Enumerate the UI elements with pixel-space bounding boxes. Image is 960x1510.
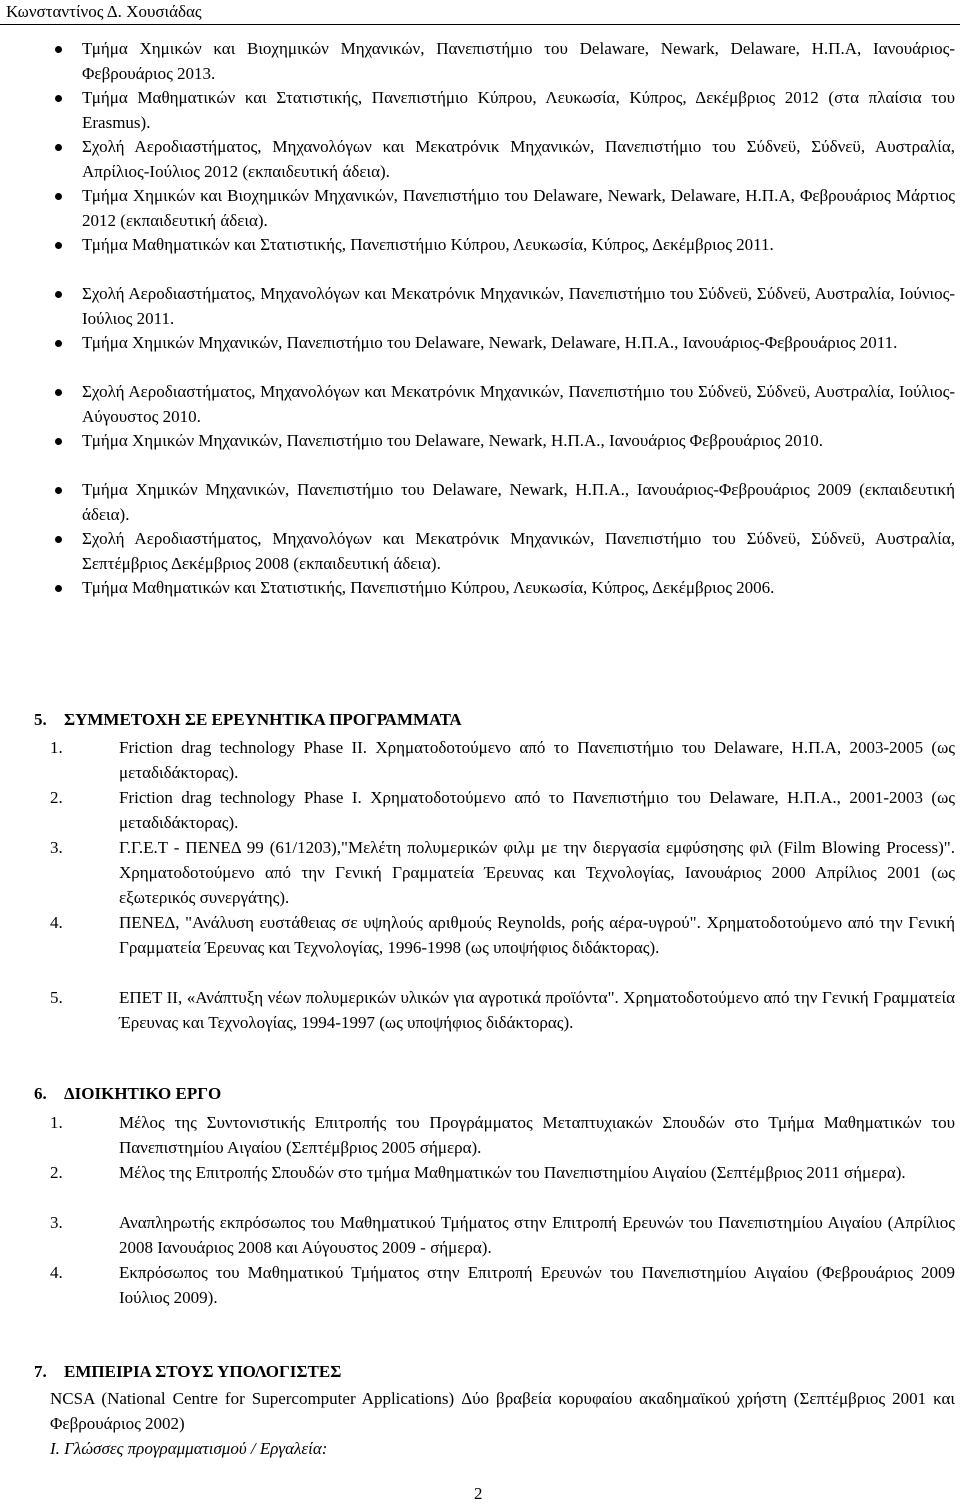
list-item (50, 1110, 955, 1160)
page-header (0, 0, 960, 25)
item-number: 3. (50, 1213, 63, 1232)
item-number: 4. (50, 913, 63, 932)
item-number: 2. (50, 1163, 63, 1182)
item-text: Friction drag technology Phase II. Χρηματοδοτούμενο από το Πανεπιστήμιο του Delaware, Η.Π.Α, 2003-2005 (ως μεταδιδάκτορας). (119, 738, 955, 782)
list-item (50, 785, 955, 835)
list-item: Τμήμα Χημικών Μηχανικών, Πανεπιστήμιο του Delaware, Newark, Η.Π.Α., Ιανουάριος-Φεβρουάριος 2009 (εκπαιδευτική άδεια). (82, 478, 955, 527)
list-item: Σχολή Αεροδιαστήματος, Μηχανολόγων και Μεκατρόνικ Μηχανικών, Πανεπιστήμιο του Σύδνεϋ, Σύδνεϋ, Αυστραλία, Ιούνιος-Ιούλιος 2011. (82, 282, 955, 331)
list-item: Τμήμα Χημικών Μηχανικών, Πανεπιστήμιο του Delaware, Newark, Η.Π.Α., Ιανουάριος Φεβρουάριος 2010. (82, 429, 955, 478)
list-item (50, 1160, 955, 1210)
list-item (50, 985, 955, 1035)
item-number: 2. (50, 788, 63, 807)
item-number: 3. (50, 838, 63, 857)
item-text: Μέλος της Συντονιστικής Επιτροπής του Προγράμματος Μεταπτυχιακών Σπουδών στο Τμήμα Μαθηματικών του Πανεπιστημίου Αιγαίου (Σεπτέμβριος 2005 σήμερα). (119, 1113, 955, 1157)
item-text: Μέλος της Επιτροπής Σπουδών στο τμήμα Μαθηματικών του Πανεπιστημίου Αιγαίου (Σεπτέμβριος 2011 σήμερα). (119, 1163, 906, 1182)
section-5-heading (34, 710, 462, 730)
section-title: ΣΥΜΜΕΤΟΧΗ ΣΕ ΕΡΕΥΝΗΤΙΚΑ ΠΡΟΓΡΑΜΜΑΤΑ (64, 710, 462, 729)
item-number: 5. (50, 988, 63, 1007)
section-7-heading (34, 1362, 341, 1382)
list-item: Σχολή Αεροδιαστήματος, Μηχανολόγων και Μεκατρόνικ Μηχανικών, Πανεπιστήμιο του Σύδνεϋ, Σύδνεϋ, Αυστραλία, Απρίλιος-Ιούλιος 2012 (εκπαιδευτική άδεια). (82, 135, 955, 184)
section-title: ΔΙΟΙΚΗΤΙΚΟ ΕΡΓΟ (64, 1084, 222, 1103)
page-number: 2 (474, 1484, 483, 1503)
list-item: Σχολή Αεροδιαστήματος, Μηχανολόγων και Μεκατρόνικ Μηχανικών, Πανεπιστήμιο του Σύδνεϋ, Σύδνεϋ, Αυστραλία, Ιούλιος-Αύγουστος 2010. (82, 380, 955, 429)
section-7-paragraph: NCSA (National Centre for Supercomputer Applications) Δύο βραβεία κορυφαίου ακαδημαϊκού χρήστη (Σεπτέμβριος 2001 και Φεβρουάριος 2002) (50, 1389, 955, 1433)
list-item (50, 735, 955, 785)
list-item (50, 1210, 955, 1260)
section-6-list (0, 1110, 960, 1310)
item-number: 4. (50, 1263, 63, 1282)
list-item: Τμήμα Μαθηματικών και Στατιστικής, Πανεπιστήμιο Κύπρου, Λευκωσία, Κύπρος, Δεκέμβριος 2006. (82, 576, 955, 625)
list-item: Τμήμα Χημικών και Βιοχημικών Μηχανικών, Πανεπιστήμιο του Delaware, Newark, Delaware, Η.Π.Α, Ιανουάριος-Φεβρουάριος 2013. (82, 37, 955, 86)
section-6-heading (34, 1084, 221, 1104)
item-text: Γ.Γ.Ε.Τ - ΠΕΝΕΔ 99 (61/1203),"Μελέτη πολυμερικών φιλμ με την διεργασία εμφύσησης φιλ (Film Blowing Process)". Χρηματοδοτούμενο από την Γενική Γραμματεία Έρευνας και Τεχνολογίας, Ιανουάριος 2000 Απρίλιος 2001 (ως εξωτερικός συνεργάτης). (119, 838, 955, 907)
section-number: 6. (34, 1084, 47, 1103)
list-item: Τμήμα Χημικών και Βιοχημικών Μηχανικών, Πανεπιστήμιο του Delaware, Newark, Delaware, Η.Π.Α, Φεβρουάριος Μάρτιος 2012 (εκπαιδευτική άδεια). (82, 184, 955, 233)
section-number: 5. (34, 710, 47, 729)
section-7-subheading: Ι. Γλώσσες προγραμματισμού / Εργαλεία: (50, 1439, 328, 1458)
list-item: Σχολή Αεροδιαστήματος, Μηχανολόγων και Μεκατρόνικ Μηχανικών, Πανεπιστήμιο του Σύδνεϋ, Σύδνεϋ, Αυστραλία, Σεπτέμβριος Δεκέμβριος 2008 (εκπαιδευτική άδεια). (82, 527, 955, 576)
list-item (50, 1260, 955, 1310)
item-text: Αναπληρωτής εκπρόσωπος του Μαθηματικού Τμήματος στην Επιτροπή Ερευνών του Πανεπιστημίου Αιγαίου (Απρίλιος 2008 Ιανουάριος 2008 και Αύγουστος 2009 - σήμερα). (119, 1213, 955, 1257)
item-number: 1. (50, 738, 63, 757)
list-item: Τμήμα Μαθηματικών και Στατιστικής, Πανεπιστήμιο Κύπρου, Λευκωσία, Κύπρος, Δεκέμβριος 2011. (82, 233, 955, 282)
item-text: ΠΕΝΕΔ, "Ανάλυση ευστάθειας σε υψηλούς αριθμούς Reynolds, ροής αέρα-υγρού". Χρηματοδοτούμενο από την Γενική Γραμματεία Έρευνας και Τεχνολογίας, 1996-1998 (ως υποψήφιος διδάκτορας). (119, 913, 955, 957)
item-text: ΕΠΕΤ ΙΙ, «Ανάπτυξη νέων πολυμερικών υλικών για αγροτικά προϊόντα". Χρηματοδοτούμενο από την Γενική Γραμματεία Έρευνας και Τεχνολογίας, 1994-1997 (ως υποψήφιος διδάκτορας). (119, 988, 955, 1032)
list-item: Τμήμα Μαθηματικών και Στατιστικής, Πανεπιστήμιο Κύπρου, Λευκωσία, Κύπρος, Δεκέμβριος 2012 (στα πλαίσια του Erasmus). (82, 86, 955, 135)
item-text: Εκπρόσωπος του Μαθηματικού Τμήματος στην Επιτροπή Ερευνών του Πανεπιστημίου Αιγαίου (Φεβρουάριος 2009 Ιούλιος 2009). (119, 1263, 955, 1307)
section-number: 7. (34, 1362, 47, 1381)
list-item (50, 835, 955, 910)
list-item (50, 910, 955, 985)
item-number: 1. (50, 1113, 63, 1132)
visits-list (0, 37, 960, 625)
section-title: ΕΜΠΕΙΡΙΑ ΣΤΟΥΣ ΥΠΟΛΟΓΙΣΤΕΣ (64, 1362, 342, 1381)
section-5-list (0, 735, 960, 1035)
list-item: Τμήμα Χημικών Μηχανικών, Πανεπιστήμιο του Delaware, Newark, Delaware, Η.Π.Α., Ιανουάριος-Φεβρουάριος 2011. (82, 331, 955, 380)
item-text: Friction drag technology Phase I. Χρηματοδοτούμενο από το Πανεπιστήμιο του Delaware, Η.Π.Α., 2001-2003 (ως μεταδιδάκτορας). (119, 788, 955, 832)
header-author: Κωνσταντίνος Δ. Χουσιάδας (6, 2, 202, 21)
